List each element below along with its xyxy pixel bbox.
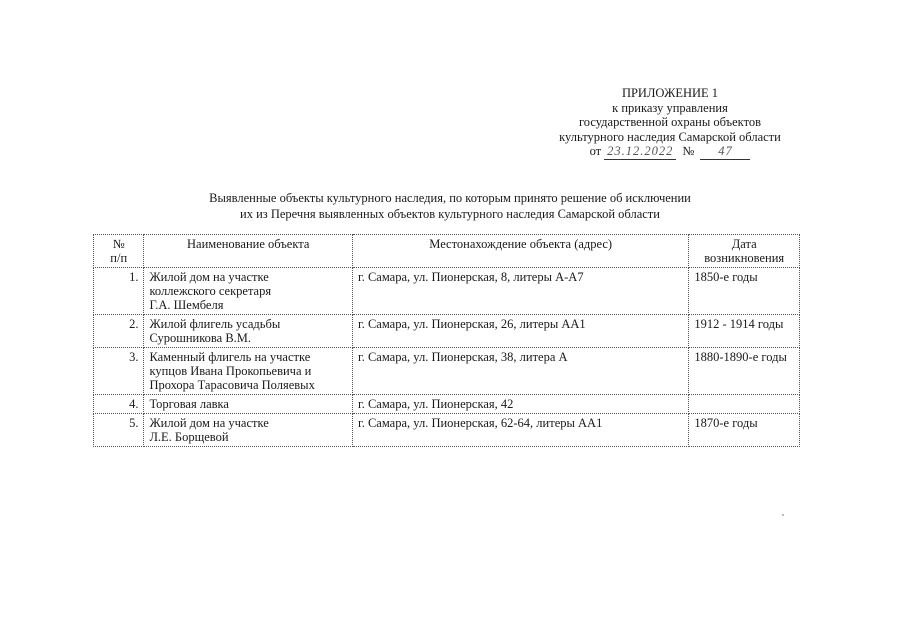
appendix-region-line: культурного наследия Самарской области bbox=[559, 129, 781, 144]
header-address: Местонахождение объекта (адрес) bbox=[353, 235, 689, 268]
object-address: г. Самара, ул. Пионерская, 38, литера А bbox=[353, 348, 689, 395]
from-label: от bbox=[589, 144, 602, 158]
object-name-line: коллежского секретаря bbox=[149, 284, 272, 298]
row-number: 5. bbox=[94, 414, 144, 447]
document-title bbox=[120, 190, 780, 222]
object-address: г. Самара, ул. Пионерская, 26, литеры АА1 bbox=[353, 315, 689, 348]
object-date: 1912 - 1914 годы bbox=[689, 315, 800, 348]
object-name-line: Прохора Тарасовича Поляевых bbox=[149, 378, 315, 392]
table-row bbox=[94, 348, 800, 395]
number-label: № bbox=[682, 144, 695, 158]
object-name-line: Жилой дом на участке bbox=[149, 416, 269, 430]
object-name-line: Г.А. Шембеля bbox=[149, 298, 224, 312]
header-name: Наименование объекта bbox=[144, 235, 353, 268]
object-name bbox=[144, 315, 353, 348]
object-address: г. Самара, ул. Пионерская, 8, литеры А-А7 bbox=[353, 268, 689, 315]
object-date: 1850-е годы bbox=[689, 268, 800, 315]
document-title-line-1: Выявленные объекты культурного наследия, по которым принято решение об исключении bbox=[209, 191, 691, 205]
object-name-line: купцов Ивана Прокопьевича и bbox=[149, 364, 312, 378]
scan-speck bbox=[782, 514, 784, 516]
row-number: 4. bbox=[94, 395, 144, 414]
table-row bbox=[94, 395, 800, 414]
object-name bbox=[144, 414, 353, 447]
header-date bbox=[689, 235, 800, 268]
object-name-line: Торговая лавка bbox=[149, 397, 229, 411]
row-number: 2. bbox=[94, 315, 144, 348]
object-name-line: Сурошникова В.М. bbox=[149, 331, 252, 345]
header-date-line-2: возникновения bbox=[704, 251, 785, 265]
object-address: г. Самара, ул. Пионерская, 42 bbox=[353, 395, 689, 414]
order-number: 47 bbox=[700, 144, 750, 160]
appendix-authority-line: государственной охраны объектов bbox=[578, 115, 762, 129]
header-number-abbr: п/п bbox=[110, 251, 128, 265]
table-row bbox=[94, 414, 800, 447]
appendix-header bbox=[520, 86, 820, 160]
object-name bbox=[144, 268, 353, 315]
header-number bbox=[94, 235, 144, 268]
objects-table bbox=[93, 234, 800, 447]
object-date: 1870-е годы bbox=[689, 414, 800, 447]
object-name-line: Л.Е. Борщевой bbox=[149, 430, 229, 444]
appendix-date-number bbox=[520, 144, 820, 160]
document-title-line-2: их из Перечня выявленных объектов культурного наследия Самарской области bbox=[240, 207, 660, 221]
header-date-line-1: Дата bbox=[731, 237, 757, 251]
row-number: 3. bbox=[94, 348, 144, 395]
object-name-line: Каменный флигель на участке bbox=[149, 350, 311, 364]
header-number-symbol: № bbox=[112, 237, 125, 251]
object-date bbox=[689, 395, 800, 414]
appendix-title: ПРИЛОЖЕНИЕ 1 bbox=[621, 86, 719, 100]
object-name bbox=[144, 348, 353, 395]
row-number: 1. bbox=[94, 268, 144, 315]
order-date: 23.12.2022 bbox=[604, 144, 676, 160]
object-name-line: Жилой дом на участке bbox=[149, 270, 269, 284]
table-header-row bbox=[94, 235, 800, 268]
table-row bbox=[94, 268, 800, 315]
appendix-order-line: к приказу управления bbox=[612, 100, 728, 115]
object-date: 1880-1890-е годы bbox=[689, 348, 800, 395]
object-name bbox=[144, 395, 353, 414]
object-address: г. Самара, ул. Пионерская, 62-64, литеры АА1 bbox=[353, 414, 689, 447]
table-row bbox=[94, 315, 800, 348]
object-name-line: Жилой флигель усадьбы bbox=[149, 317, 281, 331]
